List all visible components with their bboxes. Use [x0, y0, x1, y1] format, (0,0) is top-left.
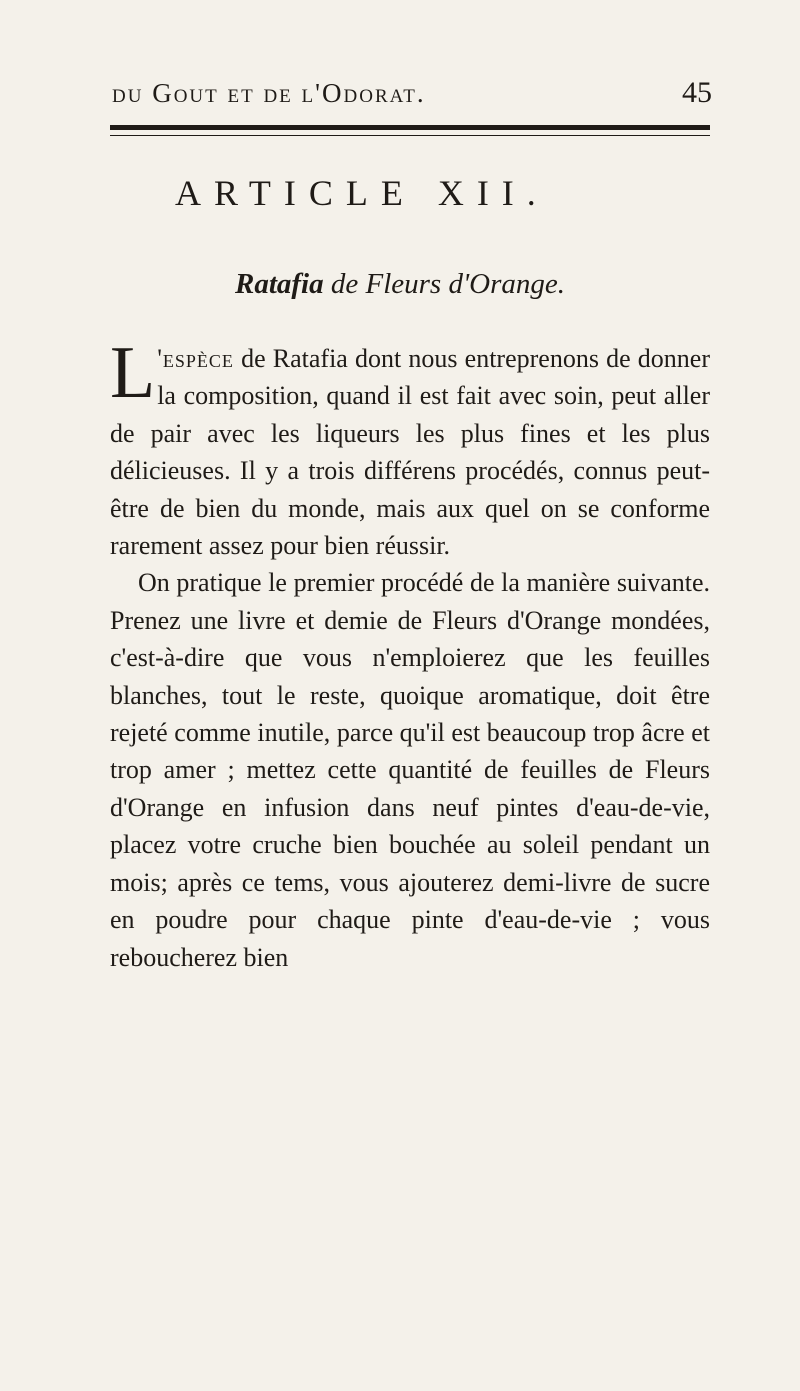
body-text [110, 332, 710, 976]
paragraph-2: On pratique le premier procédé de la manière suivante. Prenez une livre et demie de Fleurs d'Orange mondées, c'est-à-dire que vous n'emploierez que les feuilles blanches, tout le reste, quoique aromatique, doit être rejeté comme inutile, parce qu'il est beaucoup trop âcre et trop amer ; mettez cette quantité de feuilles de Fleurs d'Orange en infusion dans neuf pintes d'eau-de-vie, placez votre cruche bien bouchée au soleil pendant un mois; après ce tems, vous ajouterez demi-livre de sucre en poudre pour chaque pinte d'eau-de-vie ; vous reboucherez bien [110, 568, 710, 972]
page-number: 45 [682, 76, 712, 109]
running-title: du Gout et de l'Odorat. [112, 78, 426, 108]
header-rule-thick [110, 125, 710, 130]
running-head [112, 76, 712, 120]
subtitle-main: Ratafia [235, 268, 324, 300]
article-subtitle [235, 268, 635, 301]
article-heading: ARTICLE XII. [175, 173, 549, 213]
subtitle-rest: de Fleurs d'Orange. [323, 268, 566, 300]
paragraph-1-text: de Ratafia dont nous entreprenons de donner la composition, quand il est fait avec soin, peut aller de pair avec les liqueurs les plus fines et les plus délicieuses. Il y a trois différens procédés, connus peut-être de bien du monde, mais aux quel on se conforme rarement assez pour bien réussir. [110, 344, 710, 561]
paragraph-1 [110, 332, 710, 564]
header-rule-thin [110, 135, 710, 136]
paragraph-1-smallcaps: 'espèce [157, 344, 234, 373]
drop-cap: L [110, 332, 156, 414]
